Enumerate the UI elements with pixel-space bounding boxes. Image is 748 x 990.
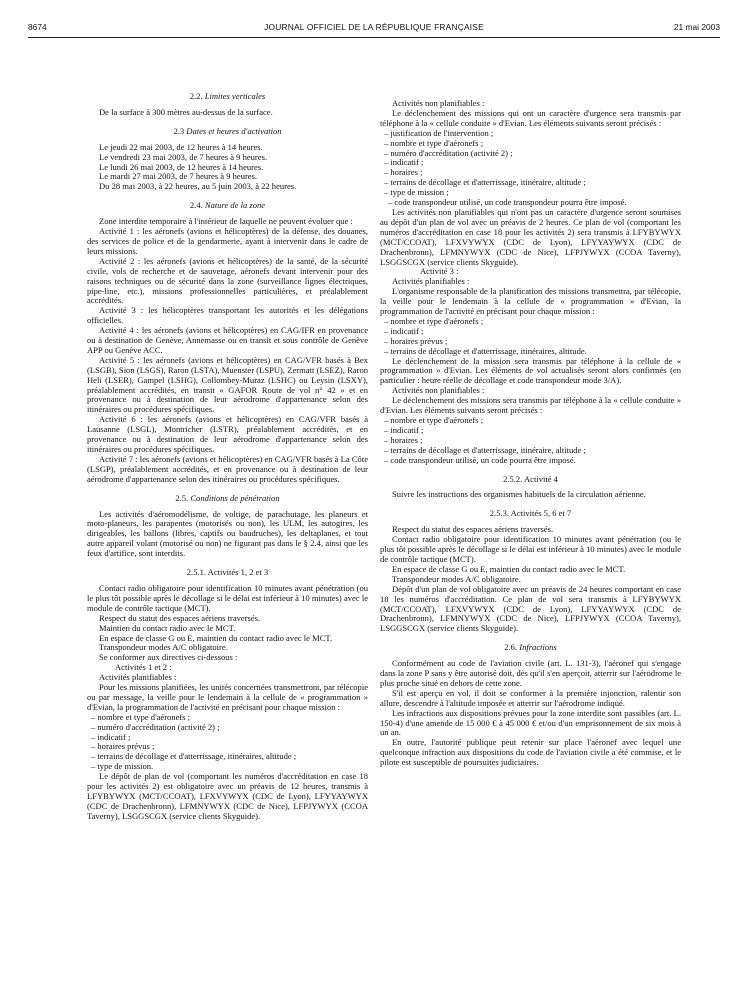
paragraph: Pour les missions planifiées, les unités concernées transmettront, par télécopie ou par message, la veille pour le lendemain à la cellule de « programmation » d'Evian, la programmation de l'activité en précisant pour chaque mission : — [87, 682, 368, 712]
header-rule — [28, 37, 720, 38]
paragraph: Le dépôt de plan de vol (comportant les numéros d'accréditation en case 18 pour les activités 2) est obligatoire avec un préavis de 12 heures, transmis à LFYBYWYX (MCT/CCOAT), LFXVYWYX (CDC de Lyon), LFYYAYWYX (CDC de Drachenbronn), LFMNYWYX (CDC de Nice), LFPJYWYX (CCOA Taverny), LSGGSCGX (service clients Skyguide). — [87, 771, 368, 821]
list-item: – terrains de décollage et d'atterrissage, itinéraire, altitude ; — [384, 177, 586, 188]
section-body — [380, 659, 681, 768]
paragraph: Respect du statut des espaces aériens traversés. — [392, 524, 554, 535]
paragraph: En espace de classe G ou E, maintien du contact radio avec le MCT. — [99, 632, 333, 643]
list-item: – terrains de décollage et d'atterrissage, itinéraires, altitude. — [384, 345, 587, 356]
paragraph: Les infractions aux dispositions prévues pour la zone interdite sont passibles (art. L. 150-4) d'une amende de 15 000 € à 45 000 € et/ou d'un emprisonnement de six mois à un an. — [380, 707, 681, 738]
section-heading: 2.5.1. Activités 1, 2 et 3 — [186, 567, 269, 578]
paragraph: Se conformer aux directives ci-dessous : — [99, 652, 238, 663]
list-item: – type de mission. — [91, 761, 154, 772]
subheading: Activités non planifiables : — [392, 98, 485, 108]
paragraph: Le déclenchement des missions sera transmis par téléphone à la « cellule conduite » d'Evian. Les éléments suivants seront précisés : — [380, 395, 681, 416]
right-column — [380, 99, 681, 768]
paragraph: Activité 5 : les aéronefs (avions et hélicoptères) en CAG/VFR basés à Bex (LSGB), Sion (LSGS), Raron (LSTA), Muenster (LSPU), Zermatt (LSEZ), Raron Heli (LSER), Gampel (LSHG), Collombey-Muraz (LSHC) ou Leysin (LSXY), préalablement accrédités, en transit « GAFOR Route de vol n° 42 » et en provenance ou à destination de leur aérodrome d'appartenance selon des itinéraires ou procédures spécifiques. — [87, 354, 368, 415]
section-heading: 2.5.3. Activités 5, 6 et 7 — [489, 508, 572, 519]
section-heading: 2.5. Conditions de pénétration — [175, 492, 280, 503]
subheading: Activités planifiables : — [392, 276, 470, 287]
list-item: – indicatif ; — [384, 157, 424, 168]
paragraph: En outre, l'autorité publique peut retenir sur place l'aéronef avec lequel une quelconque infraction aux dispositions du code de l'aviation civile a été commise, et le pilote est susceptible de poursuites judiciaires. — [380, 737, 681, 768]
list-item: – terrains de décollage et d'atterrissage, itinéraires, altitude ; — [91, 751, 297, 762]
list-item: Du 28 mai 2003, à 22 heures, au 5 juin 2003, à 22 heures. — [99, 181, 297, 192]
paragraph: Transpondeur modes A/C obligatoire. — [392, 573, 521, 584]
subheading: Activité 3 : — [420, 266, 459, 277]
date-list — [87, 143, 368, 193]
paragraph: Activité 1 : les aéronefs (avions et hélicoptères) de la défense, des douanes, des services de police et de la gendarmerie, ayant à intervenir dans le cadre de leurs missions. — [87, 226, 368, 256]
paragraph: Zone interdite temporaire à l'intérieur de laquelle ne peuvent évoluer que : — [99, 216, 353, 227]
paragraph: Activité 3 : les hélicoptères transportant les autorités et les délégations officielles. — [87, 305, 368, 326]
list-item: – horaires ; — [384, 167, 423, 178]
list-item: – terrains de décollage et d'atterrissage, itinéraire, altitude ; — [384, 444, 586, 455]
left-column — [87, 92, 368, 822]
paragraph: Contact radio obligatoire pour identification 10 minutes avant pénétration (ou le plus tôt possible après le décollage si le délai est inférieur à 10 minutes) avec le module de contrôle tactique (MCT). — [87, 582, 368, 613]
paragraph: L'organisme responsable de la planification des missions transmettra, par télécopie, la veille pour le lendemain à la cellule de « programmation » d'Evian, la programmation de l'activité en précisant pour chaque mission : — [380, 286, 681, 317]
paragraph: Respect du statut des espaces aériens traversés. — [99, 612, 261, 623]
paragraph: En espace de classe G ou E, maintien du contact radio avec le MCT. — [392, 563, 626, 574]
paragraph: Les activités non planifiables qui n'ont pas un caractère d'urgence seront soumises au dépôt d'un plan de vol avec un préavis de 2 heures. Ce plan de vol (comportant les numéros d'accréditation en case 18 pour les activités 2) sera transmis à LFYBYWYX (MCT/CCOAT), LFXVYWYX (CDC de Lyon), LFYYAYWYX (CDC de Drachenbronn), LFMNYWYX (CDC de Nice), LFPJYWYX (CCOA Taverny), LSGGSCGX (service clients Skyguide). — [380, 206, 681, 267]
list-item: Le mardi 27 mai 2003, de 7 heures à 9 heures. — [99, 171, 258, 182]
section-body — [87, 217, 368, 484]
paragraph: Activité 2 : les aéronefs (avions et hélicoptères) de la santé, de la sécurité civile, vols de recherche et de sauvetage, aéronefs devant intervenir pour des raisons techniques ou de sécurité dans la zone (surveillance lignes électriques, pipe-line, etc.), missions professionnelles particulières, et préalablement accrédités. — [87, 255, 368, 306]
list-item: – horaires prévus ; — [384, 335, 448, 346]
paragraph: Le déclenchement des missions qui ont un caractère d'urgence sera transmis par téléphone à la « cellule conduite » d'Evian. Les éléments suivants seront précisés : — [380, 107, 681, 128]
section-heading: 2.4. Nature de la zone — [189, 200, 266, 211]
list-item: – indicatif ; — [384, 325, 424, 336]
paragraph: De la surface à 300 mètres au-dessus de la surface. — [99, 106, 273, 117]
list-item: – nombre et type d'aéronefs ; — [91, 711, 191, 722]
paragraph: Le déclenchement de la mission sera transmis par téléphone à la cellule de « programmation » d'Evian. Les éléments de vol actualisés seront alors confirmés (en particulier : heure réelle de décollage et code transpondeur mode 3/A). — [380, 355, 681, 386]
section-heading: 2.2. Limites verticales — [189, 91, 266, 101]
list-item: – code transpondeur utilisé, un code transpondeur pourra être imposé. — [388, 197, 627, 208]
list-item: – justification de l'intervention ; — [384, 127, 494, 138]
subheading: Activités 1 et 2 : — [115, 662, 172, 673]
paragraph: Dépôt d'un plan de vol obligatoire avec un préavis de 24 heures comportant en case 18 les numéros d'accréditation. Ce plan de vol sera transmis à LFYBYWYX (MCT/CCOAT), LFXVYWYX (CDC de Lyon), LFYYAYWYX (CDC de Drachenbronn), LFMNYWYX (CDC de Nice), LFPJYWYX (CCOA Taverny), LSGGSCGX (service clients Skyguide). — [380, 583, 681, 634]
list-item: – indicatif ; — [91, 731, 131, 742]
list-item: – nombre et type d'aéronefs ; — [384, 315, 484, 326]
list-item: – code transpondeur utilisé, un code pourra être imposé. — [384, 454, 576, 465]
section-heading: 2.6. Infractions — [504, 642, 557, 653]
list-item: – nombre et type d'aéronefs ; — [384, 415, 484, 425]
paragraph: Activité 7 : les aéronefs (avions et hélicoptères) en CAG/VFR basés à La Côte (LSGP), préalablement accrédités, et en provenance ou à destination de leur aérodrome d'appartenance selon des itinéraires ou procédures spécifiques. — [87, 453, 368, 484]
list-item: Le vendredi 23 mai 2003, de 7 heures à 9 heures. — [99, 151, 268, 162]
paragraph: Transpondeur modes A/C obligatoire. — [99, 642, 228, 653]
paragraph: Contact radio obligatoire pour identification 10 minutes avant pénétration (ou le plus tôt possible après le décollage si le délai est inférieur à 10 minutes) avec le module de contrôle tactique (MCT). — [380, 534, 681, 564]
section-body — [87, 584, 368, 822]
section-heading: 2.3 Dates et heures d'activation — [173, 125, 282, 136]
paragraph: Suivre les instructions des organismes habituels de la circulation aérienne. — [392, 489, 646, 500]
paragraph: Activité 6 : les aéronefs (avions et hélicoptères) en CAG/VFR basés à Lausanne (LSGL), Montricher (LSTR), préalablement accrédités, et en provenance ou à destination de leur aérodrome d'appartenance selon des itinéraires ou procédures spécifiques. — [87, 414, 368, 454]
list-item: – numéro d'accréditation (activité 2) ; — [384, 147, 513, 158]
paragraph: Conformément au code de l'aviation civile (art. L. 131-3), l'aéronef qui s'engage dans la zone P sans y être autorisé doit, dès qu'il s'en aperçoit, atterrir sur l'aérodrome le plus proche situé en dehors de cette zone. — [380, 658, 681, 688]
section-body — [380, 525, 681, 634]
list-item: – nombre et type d'aéronefs ; — [384, 137, 484, 148]
list-item: – type de mission ; — [384, 187, 449, 198]
paragraph: Maintien du contact radio avec le MCT. — [99, 622, 236, 633]
page-number: 8674 — [28, 22, 47, 32]
list-item: Le lundi 26 mai 2003, de 12 heures à 14 heures. — [99, 161, 264, 172]
list-item: – indicatif ; — [384, 424, 424, 435]
subheading: Activités non planifiables : — [392, 385, 485, 396]
paragraph: Activité 4 : les aéronefs (avions et hélicoptères) en CAG/IFR en provenance ou à destination de Genève, Annemasse ou en transit et sous contrôle de Genève APP ou Genève ACC. — [87, 325, 368, 355]
page-header — [28, 22, 720, 36]
list-item: – numéro d'accréditation (activité 2) ; — [91, 721, 220, 732]
paragraph: Les activités d'aéromodélisme, de voltige, de parachutage, les planeurs et moto-planeurs, les parapentes (motorisés ou non), les ULM, les autogires, les dirigeables, les ballons (libres, captifs ou baudruches), les deltaplanes, et tout autre appareil volant (motorisé ou non) ne figurant pas dans le § 2.4, ainsi que les feux d'artifice, sont interdits. — [87, 508, 368, 559]
journal-title: JOURNAL OFFICIEL DE LA RÉPUBLIQUE FRANÇAISE — [264, 22, 484, 32]
section-heading: 2.5.2. Activité 4 — [503, 473, 558, 484]
list-item: – horaires prévus ; — [91, 741, 155, 752]
list-item: Le jeudi 22 mai 2003, de 12 heures à 14 heures. — [99, 141, 263, 152]
list-item: – horaires ; — [384, 434, 423, 445]
issue-date: 21 mai 2003 — [673, 22, 720, 32]
subheading: Activités planifiables : — [99, 672, 177, 683]
paragraph: S'il est aperçu en vol, il doit se conformer à la première injonction, ralentir son allure, descendre à l'altitude imposée et atterrir sur l'aérodrome indiqué. — [380, 687, 681, 708]
